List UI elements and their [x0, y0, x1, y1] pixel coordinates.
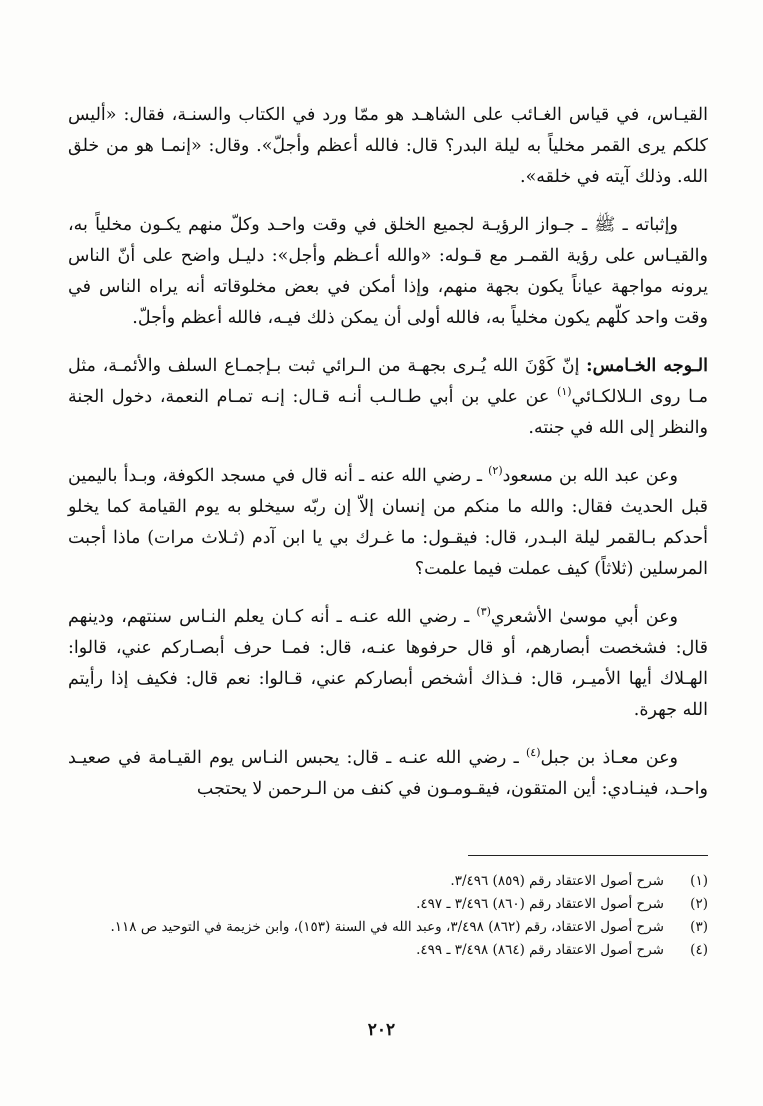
paragraph-text: وعن عبد الله بن مسعود — [502, 466, 678, 486]
paragraph-text: وإثباته ـ ﷺ ـ جـواز الرؤيـة لجميع الخلق في وقت واحـد وكلّ منهم يكـون مخلياً به، والقيـاس على رؤية القمـر مع قـوله: «والله أعـظم وأجل»: دليـل واضح على أنّ الناس يرونه مواجهة عياناً يكون بجهة منهم، وإذا أمكن في بعض مخلوقاته أنه يراه الناس في وقت واحد كلّهم يكون مخلياً به، فالله أولى أن يمكن ذلك فيـه، فالله أعظم وأجلّ. — [68, 215, 708, 328]
footnote-3 — [68, 916, 708, 939]
paragraph-text: إنّ كَوْنَ الله يُـرى بجهـة من الـرائي ثبت بـإجمـاع السلف والأئمـة، مثل مـا روى الـلالكـائي — [68, 356, 709, 407]
footnote-number: (٤) — [690, 942, 708, 958]
paragraph-text: وعن أبي موسىٰ الأشعري — [490, 607, 679, 627]
footnotes — [68, 870, 708, 962]
footnote-number: (٣) — [690, 919, 708, 935]
paragraph-text: ـ رضي الله عنه ـ أنه قال في مسجد الكوفة، وبـدأ باليمين قبل الحديث فقال: والله ما منكم من إنسان إلاّ إن ربّه سيخلو به يوم القيامة كما يخلو أحدكم بـالقمر ليلة البـدر، قال: فيقـول: ما غـرك بي يا ابن آدم (ثـلاث مرات) ماذا أجبت المرسلين (ثلاثاً) كيف عملت فيما علمت؟ — [68, 466, 708, 579]
paragraph-text: ـ رضي الله عنـه ـ أنه كـان يعلم النـاس سنتهم، ودينهم قال: فشخصت أبصارهم، أو قال حرفوها عنـه، قال: فمـا حرف أبصـاركم عني، قالوا: الهـلاك أيها الأميـر، قال: فـذاك أشخص أبصاركم عني، قـالوا: نعم قال: فكيف إذا رأيتم الله جهرة. — [68, 607, 708, 720]
footnote-ref-4[interactable]: (٤) — [525, 746, 541, 760]
footnote-4 — [68, 939, 708, 962]
footnote-2 — [68, 893, 708, 916]
paragraph-text: القيـاس، في قياس الغـائب على الشاهـد هو ممّا ورد في الكتاب والسنـة، فقال: «أليس كلكم يرى القمر مخلياً به ليلة البدر؟ قال: فالله أعظم وأجلّ». وقال: «إنمـا هو من خلق الله. وذلك آيته في خلقه». — [68, 105, 708, 187]
paragraph-text: ـ رضي الله عنـه ـ قال: يحبس النـاس يوم القيـامة في صعيـد واحـد، فينـادي: أين المتقون، فيقـومـون في كنف من الـرحمن لا يحتجب — [68, 748, 708, 799]
footnote-text: شرح أصول الاعتقاد رقم (٨٦٠) ٣/٤٩٦ ـ ٤٩٧. — [416, 896, 664, 912]
footnote-number: (٢) — [690, 896, 708, 912]
paragraph-1 — [68, 100, 708, 193]
paragraph-text: عن علي بن أبي طـالـب أنـه قـال: إنـه تمـام النعمة، دخول الجنة والنظر إلى الله في جنته. — [68, 387, 708, 438]
footnote-number: (١) — [690, 873, 708, 889]
paragraph-text: وعن معـاذ بن جبل — [540, 748, 678, 768]
page-number: ٢٠٢ — [367, 1020, 396, 1040]
footnote-ref-1[interactable]: (١) — [557, 385, 572, 399]
footnote-ref-2[interactable]: (٢) — [488, 464, 503, 478]
paragraph-5 — [68, 602, 708, 726]
footnote-text: شرح أصول الاعتقاد رقم (٨٥٩) ٣/٤٩٦. — [450, 873, 664, 889]
footnote-1 — [68, 870, 708, 893]
footnote-text: شرح أصول الاعتقاد رقم (٨٦٤) ٣/٤٩٨ ـ ٤٩٩. — [416, 942, 664, 958]
paragraph-3 — [68, 351, 708, 444]
paragraph-2 — [68, 210, 708, 334]
footnote-divider — [468, 855, 708, 856]
footnote-text: شرح أصول الاعتقاد، رقم (٨٦٢) ٣/٤٩٨، وعبد الله في السنة (١٥٣)، وابن خزيمة في التوحيد ص ١١٨. — [110, 919, 664, 935]
section-heading: الـوجه الخـامس: — [586, 356, 708, 376]
footnote-ref-3[interactable]: (٣) — [476, 605, 491, 619]
page-body — [68, 100, 708, 822]
paragraph-4 — [68, 461, 708, 585]
paragraph-6 — [68, 743, 708, 805]
